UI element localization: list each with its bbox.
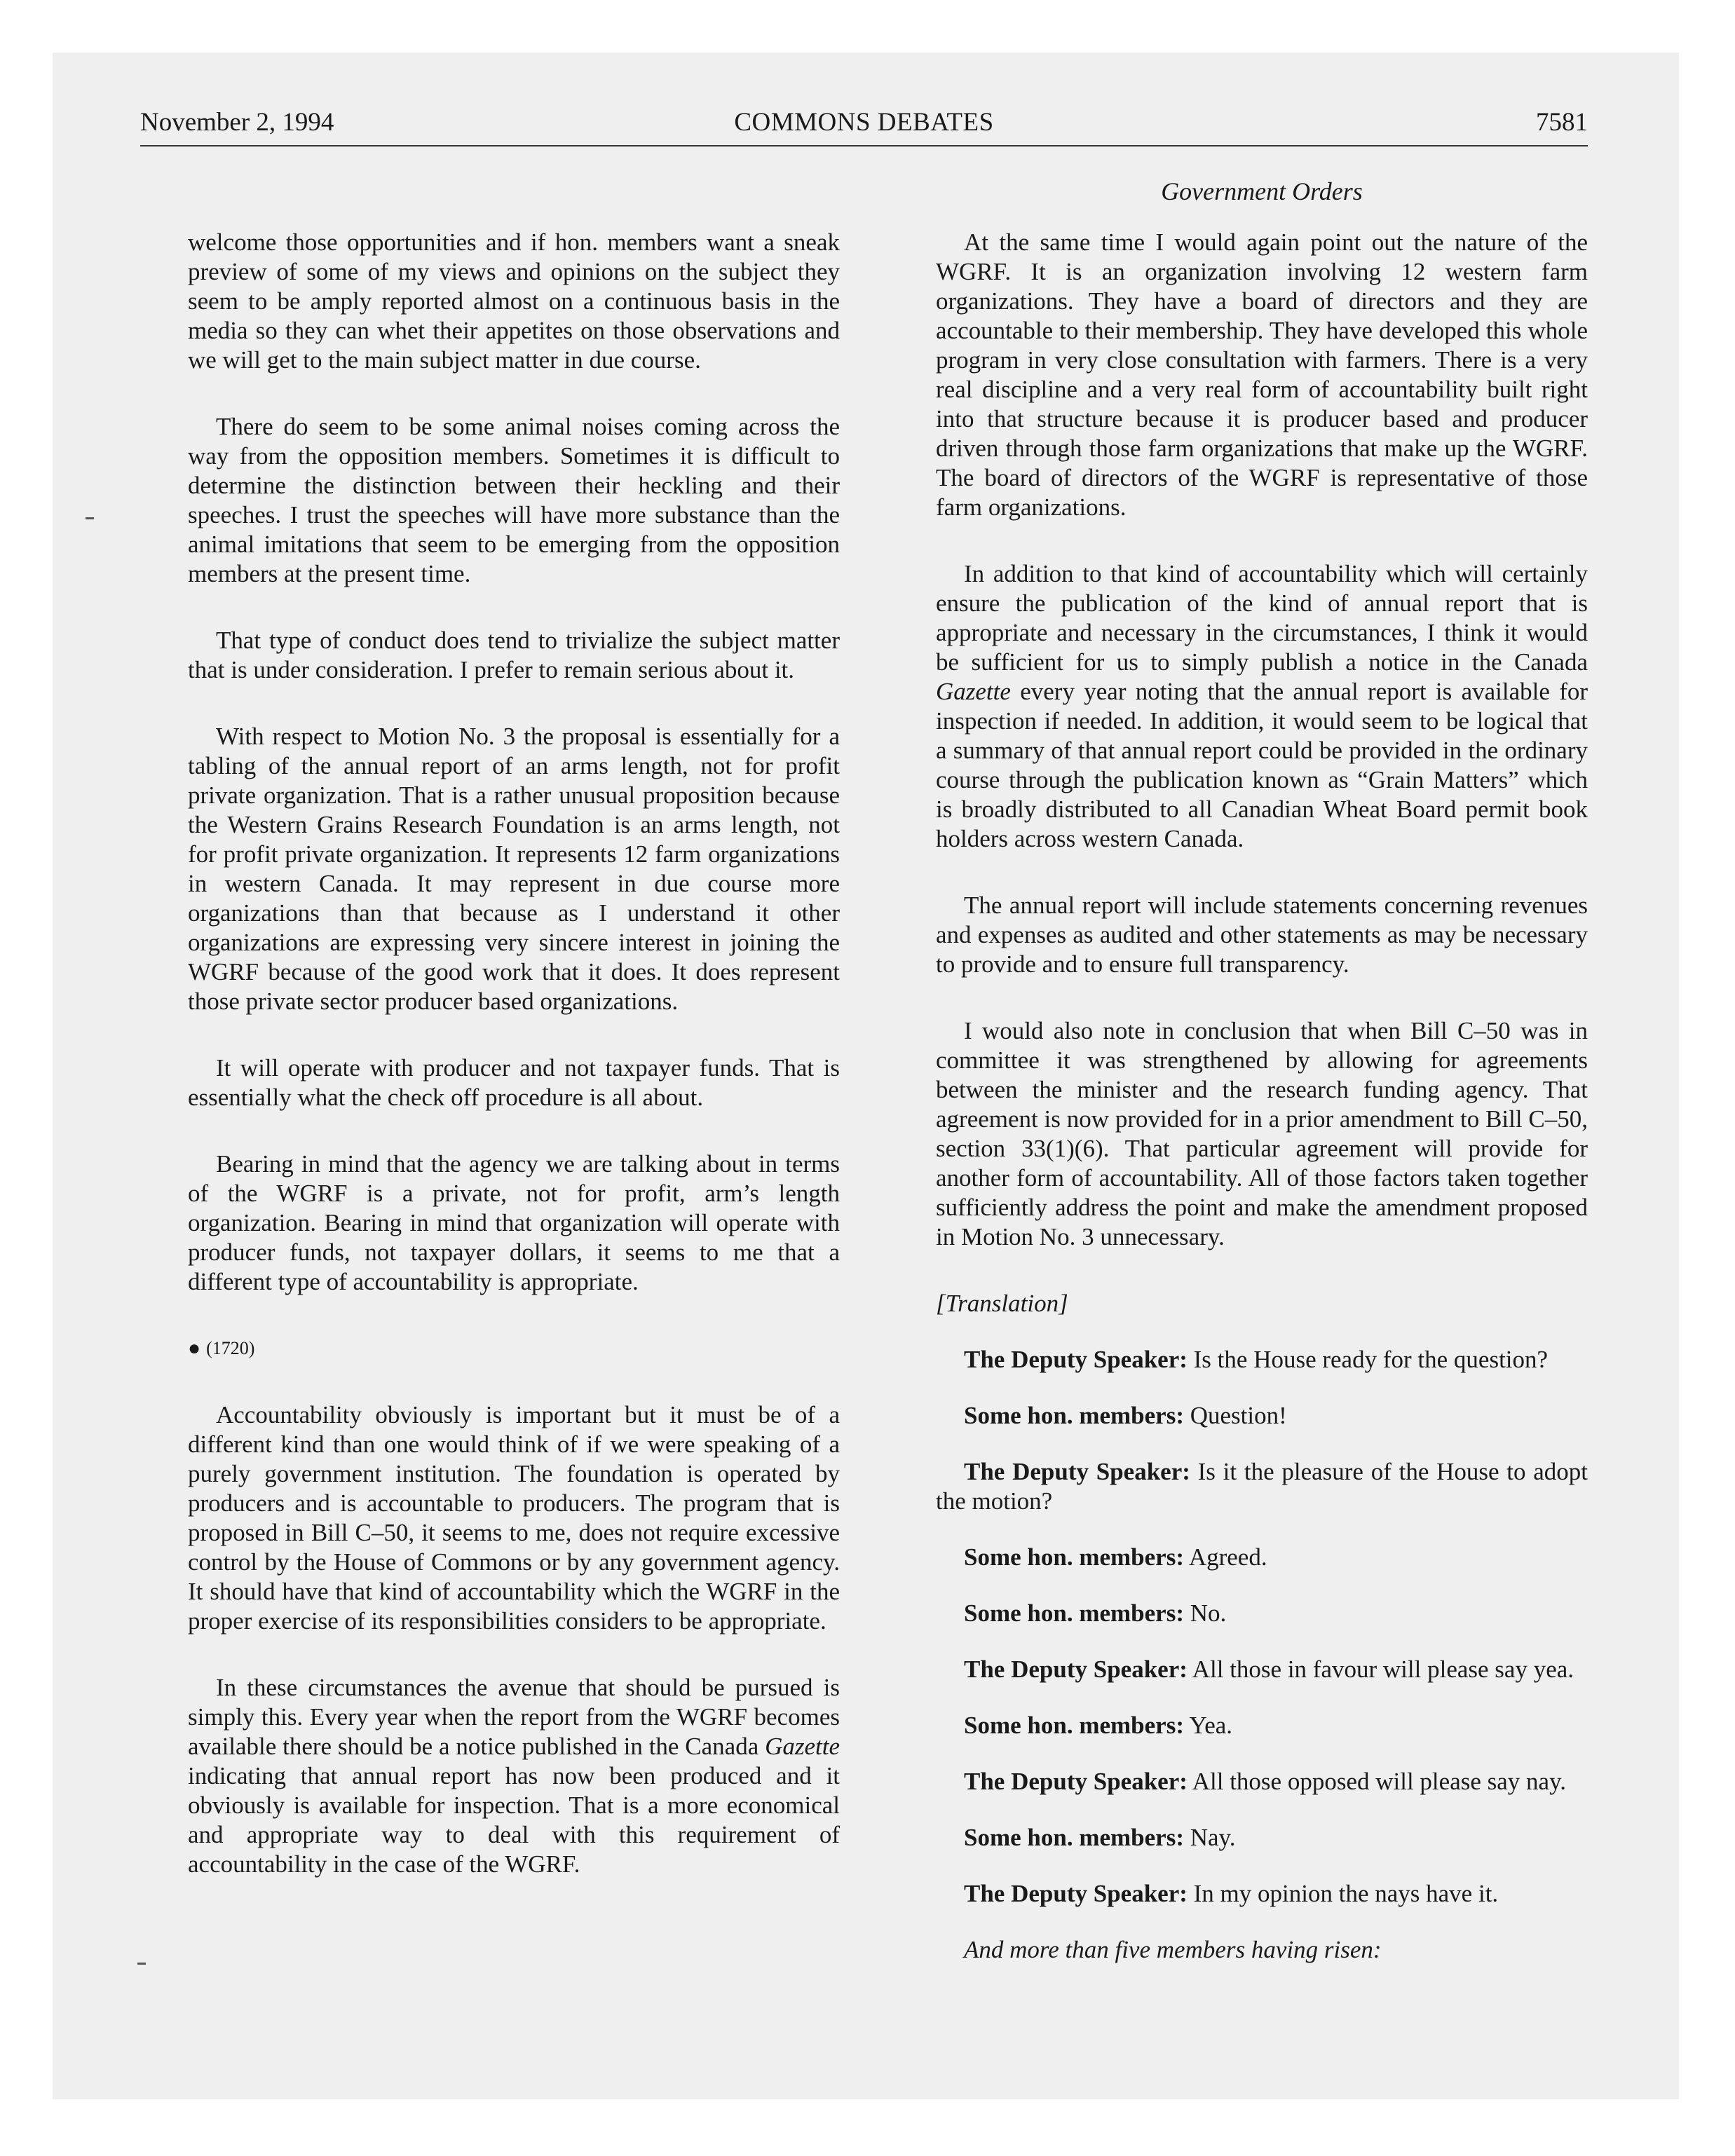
speech-line: [936, 1655, 1588, 1684]
speaker-name: The Deputy Speaker:: [964, 1346, 1188, 1373]
speech-line: [936, 1401, 1588, 1431]
header-page-number: 7581: [1536, 108, 1588, 137]
speaker-name: Some hon. members:: [964, 1599, 1184, 1627]
header-publication: COMMONS DEBATES: [734, 108, 994, 137]
italic-title: Gazette: [936, 678, 1011, 705]
paragraph: There do seem to be some animal noises coming across the way from the opposition members. Sometimes it is difficult to determine the distinction between their heckling and their speeches. I trust the speeches will have more substance than the animal imitations that seem to be emerging from the opposition members at the present time.: [188, 413, 840, 587]
time-marker-label: (1720): [206, 1338, 255, 1358]
speaker-name: The Deputy Speaker:: [964, 1656, 1188, 1683]
paragraph: [188, 1673, 840, 1879]
speech-line: [936, 1879, 1588, 1909]
translation-note: [Translation]: [936, 1290, 1068, 1317]
speech-text: All those opposed will please say nay.: [1187, 1768, 1567, 1795]
speech-text: All those in favour will please say yea.: [1187, 1656, 1574, 1683]
speech-text: No.: [1184, 1599, 1227, 1627]
speech-line: [936, 1599, 1588, 1628]
speech-line: [936, 1457, 1588, 1516]
margin-mark: [137, 1963, 146, 1965]
header-date: November 2, 1994: [140, 108, 334, 137]
text-run: indicating that annual report has now been produced and it obviously is available for inspection. That is a more economical and appropriate way to deal with this requirement of accountability in the case of the WGRF.: [188, 1762, 840, 1878]
speech-text: Yea.: [1184, 1712, 1233, 1739]
running-header: [140, 105, 1588, 140]
margin-mark: [86, 517, 94, 519]
speech-line: [936, 1345, 1588, 1374]
speaker-name: Some hon. members:: [964, 1402, 1184, 1429]
paragraph: The annual report will include statements concerning revenues and expenses as audited and other statements as may be necessary to provide and to ensure full transparency.: [936, 892, 1588, 978]
paragraph: At the same time I would again point out the nature of the WGRF. It is an organization involving 12 western farm organizations. They have a board of directors and they are accountable to their membership. They have developed this whole program in very close consultation with farmers. There is a very real discipline and a very real form of accountability built right into that structure because it is producer based and producer driven through those farm organizations that make up the WGRF. The board of directors of the WGRF is representative of those farm organizations.: [936, 228, 1588, 521]
speaker-name: Some hon. members:: [964, 1543, 1184, 1571]
speech-text: Is the House ready for the question?: [1187, 1346, 1549, 1373]
paragraph: With respect to Motion No. 3 the proposal is essentially for a tabling of the annual report of an arms length, not for profit private organization. That is a rather unusual proposition because the Western Grains Research Foundation is an arms length, not for profit private organization. It represents 12 farm organizations in western Canada. It may represent in due course more organizations than that because as I understand it other organizations are expressing very sincere interest in joining the WGRF because of the good work that it does. It does represent those private sector producer based organizations.: [188, 723, 840, 1015]
bullet-icon: ●: [188, 1337, 201, 1360]
paragraph: Bearing in mind that the agency we are talking about in terms of the WGRF is a private, not for profit, arm’s length organization. Bearing in mind that organization will operate with producer funds, not taxpayer dollars, it seems to me that a different type of accountability is appropriate.: [188, 1150, 840, 1295]
speech-text: Is it the pleasure of the House to adopt the motion?: [936, 1458, 1588, 1515]
text-run: every year noting that the annual report is available for inspection if needed. In addition, it would seem to be logical that a summary of that annual report could be provided in the ordinary course through the publication known as “Grain Matters” which is broadly distributed to all Canadian Wheat Board permit book holders across western Canada.: [936, 678, 1588, 852]
speech-text: Nay.: [1184, 1824, 1236, 1851]
text-run: In these circumstances the avenue that should be pursued is simply this. Every year when the report from the WGRF becomes available there should be a notice published in the Canada: [188, 1674, 840, 1760]
speaker-name: The Deputy Speaker:: [964, 1880, 1188, 1907]
stage-direction: And more than five members having risen:: [964, 1936, 1382, 1963]
text-run: In addition to that kind of accountability which will certainly ensure the publication of the kind of annual report that is appropriate and necessary in the circumstances, I think it would be sufficient for us to simply publish a notice in the Canada: [936, 560, 1588, 676]
paragraph: It will operate with producer and not taxpayer funds. That is essentially what the check off procedure is all about.: [188, 1054, 840, 1111]
speech-line: [936, 1767, 1588, 1796]
speech-line: [936, 1823, 1588, 1853]
speech-text: In my opinion the nays have it.: [1187, 1880, 1499, 1907]
speaker-name: Some hon. members:: [964, 1824, 1184, 1851]
section-title: Government Orders: [1161, 177, 1363, 205]
speech-line: [936, 1543, 1588, 1572]
speaker-name: The Deputy Speaker:: [964, 1458, 1190, 1485]
paragraph: I would also note in conclusion that when Bill C–50 was in committee it was strengthened by allowing for agreements between the minister and the research funding agency. That agreement is now provided for in a prior amendment to Bill C–50, section 33(1)(6). That particular agreement will provide for another form of accountability. All of those factors taken together sufficiently address the point and make the amendment proposed in Motion No. 3 unnecessary.: [936, 1017, 1588, 1250]
speech-text: Agreed.: [1184, 1543, 1267, 1571]
time-marker: [188, 1334, 840, 1363]
header-rule: [140, 145, 1588, 146]
right-column: [936, 228, 1588, 1991]
italic-title: Gazette: [765, 1733, 840, 1760]
speaker-name: Some hon. members:: [964, 1712, 1184, 1739]
paragraph: Accountability obviously is important but it must be of a different kind than one would think of if we were speaking of a purely government institution. The foundation is operated by producers and is accountable to producers. The program that is proposed in Bill C–50, it seems to me, does not require excessive control by the House of Commons or by any government agency. It should have that kind of accountability which the WGRF in the proper exercise of its responsibilities considers to be appropriate.: [188, 1401, 840, 1635]
paragraph: welcome those opportunities and if hon. members want a sneak preview of some of my views and opinions on the subject they seem to be amply reported almost on a continuous basis in the media so they can whet their appetites on those observations and we will get to the main subject matter in due course.: [188, 228, 840, 374]
speaker-name: The Deputy Speaker:: [964, 1768, 1188, 1795]
paragraph: [936, 559, 1588, 854]
speech-line: [936, 1711, 1588, 1740]
paragraph: That type of conduct does tend to trivialize the subject matter that is under consideration. I prefer to remain serious about it.: [188, 627, 840, 683]
left-column: [188, 228, 840, 1916]
speech-text: Question!: [1184, 1402, 1287, 1429]
